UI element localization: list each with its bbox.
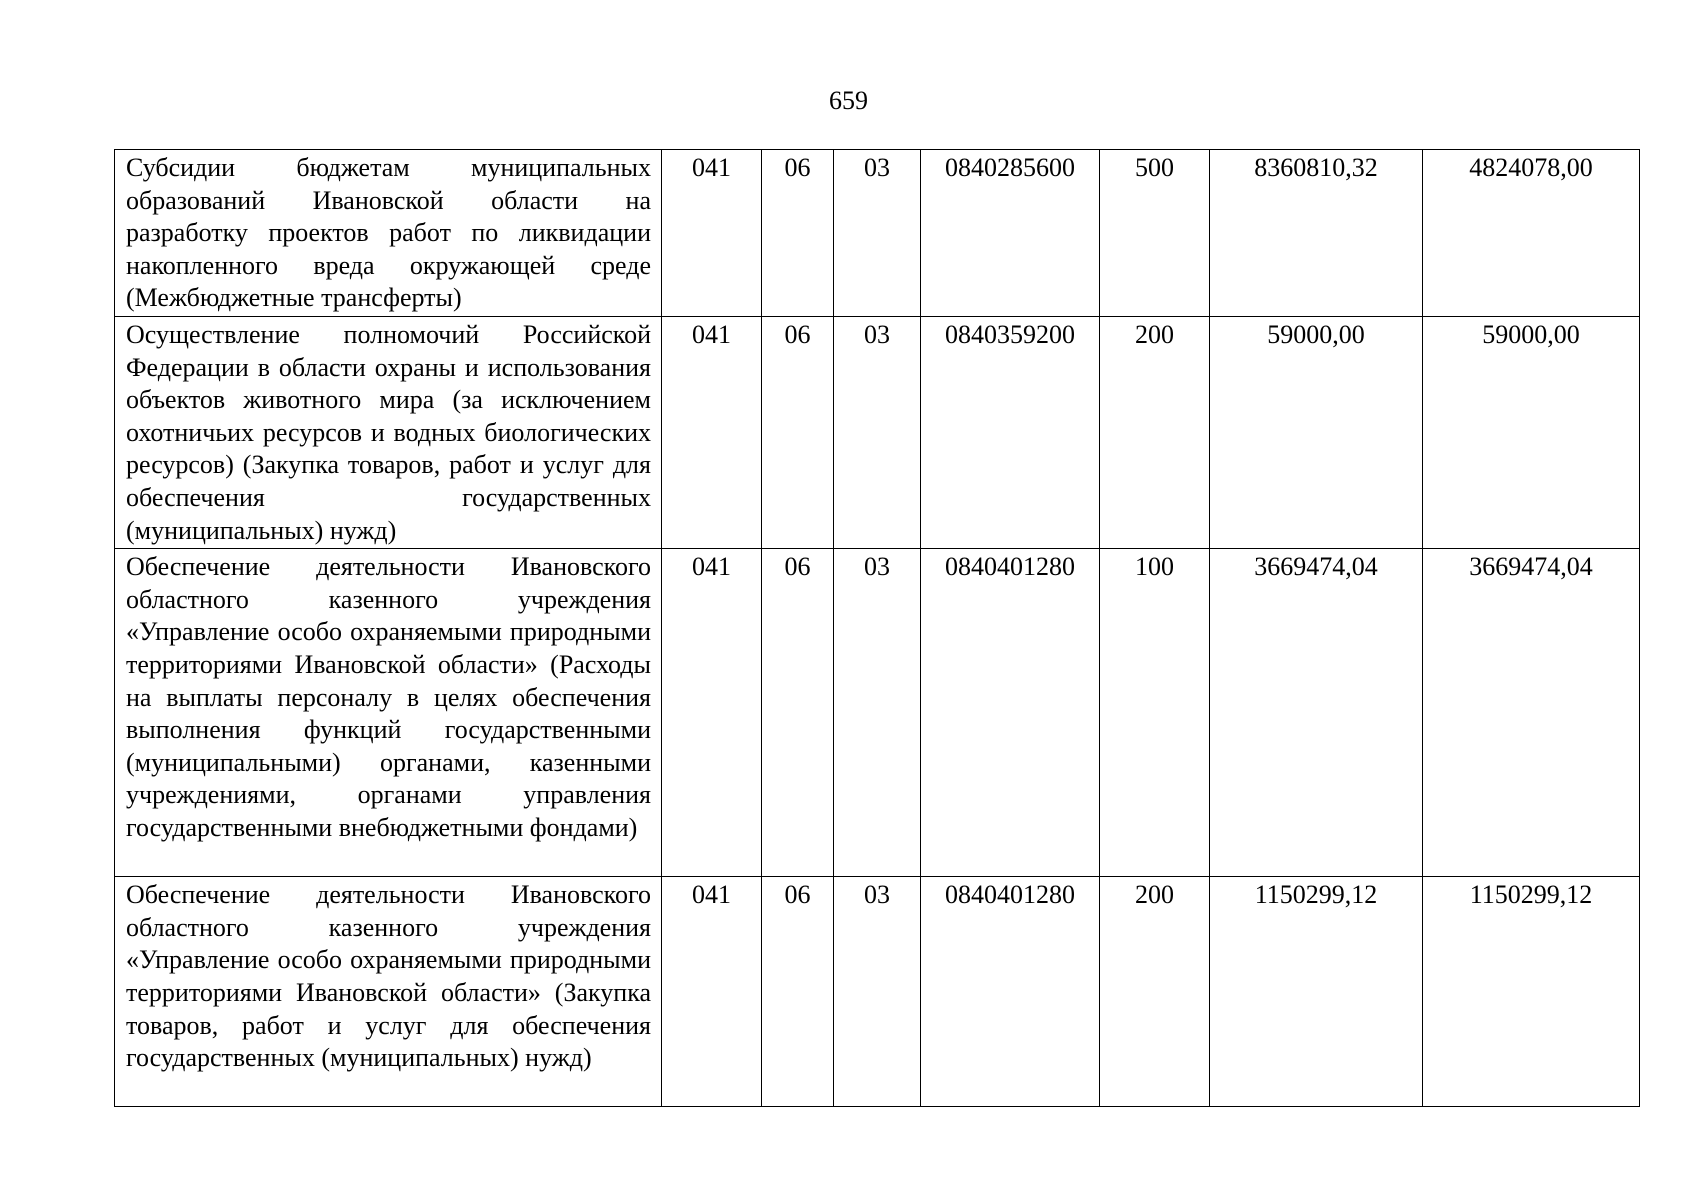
expense-type-code: 200	[1100, 316, 1210, 548]
subsection-code: 03	[834, 549, 921, 877]
ministry-code: 041	[662, 549, 762, 877]
row-description: Осуществление полномочий Российской Федерации в области охраны и использования объектов животного мира (за исключением охотничьих ресурсов и водных биологических ресурсов) (Закупка товаров, работ и услуг для обеспечения государственных (муниципальных) нужд)	[115, 316, 662, 548]
amount-first: 1150299,12	[1210, 877, 1423, 1107]
table-row	[115, 316, 1640, 548]
amount-second: 59000,00	[1423, 316, 1640, 548]
row-description: Субсидии бюджетам муниципальных образований Ивановской области на разработку проектов работ по ликвидации накопленного вреда окружающей среде (Межбюджетные трансферты)	[115, 150, 662, 317]
amount-first: 59000,00	[1210, 316, 1423, 548]
target-article-code: 0840359200	[921, 316, 1100, 548]
subsection-code: 03	[834, 316, 921, 548]
expense-type-code: 500	[1100, 150, 1210, 317]
table-row	[115, 150, 1640, 317]
expense-type-code: 200	[1100, 877, 1210, 1107]
budget-table	[114, 149, 1640, 1107]
row-description: Обеспечение деятельности Ивановского областного казенного учреждения «Управление особо охраняемыми природными территориями Ивановской области» (Закупка товаров, работ и услуг для обеспечения государственных (муниципальных) нужд)	[115, 877, 662, 1107]
target-article-code: 0840285600	[921, 150, 1100, 317]
amount-second: 4824078,00	[1423, 150, 1640, 317]
ministry-code: 041	[662, 316, 762, 548]
amount-second: 1150299,12	[1423, 877, 1640, 1107]
section-code: 06	[762, 150, 834, 317]
ministry-code: 041	[662, 877, 762, 1107]
expense-type-code: 100	[1100, 549, 1210, 877]
row-description: Обеспечение деятельности Ивановского областного казенного учреждения «Управление особо охраняемыми природными территориями Ивановской области» (Расходы на выплаты персоналу в целях обеспечения выполнения функций государственными (муниципальными) органами, казенными учреждениями, органами управления государственными внебюджетными фондами)	[115, 549, 662, 877]
page-number: 659	[829, 86, 868, 115]
amount-first: 3669474,04	[1210, 549, 1423, 877]
section-code: 06	[762, 316, 834, 548]
table-row	[115, 549, 1640, 877]
amount-second: 3669474,04	[1423, 549, 1640, 877]
table-row	[115, 877, 1640, 1107]
amount-first: 8360810,32	[1210, 150, 1423, 317]
subsection-code: 03	[834, 877, 921, 1107]
subsection-code: 03	[834, 150, 921, 317]
target-article-code: 0840401280	[921, 877, 1100, 1107]
section-code: 06	[762, 549, 834, 877]
target-article-code: 0840401280	[921, 549, 1100, 877]
ministry-code: 041	[662, 150, 762, 317]
section-code: 06	[762, 877, 834, 1107]
